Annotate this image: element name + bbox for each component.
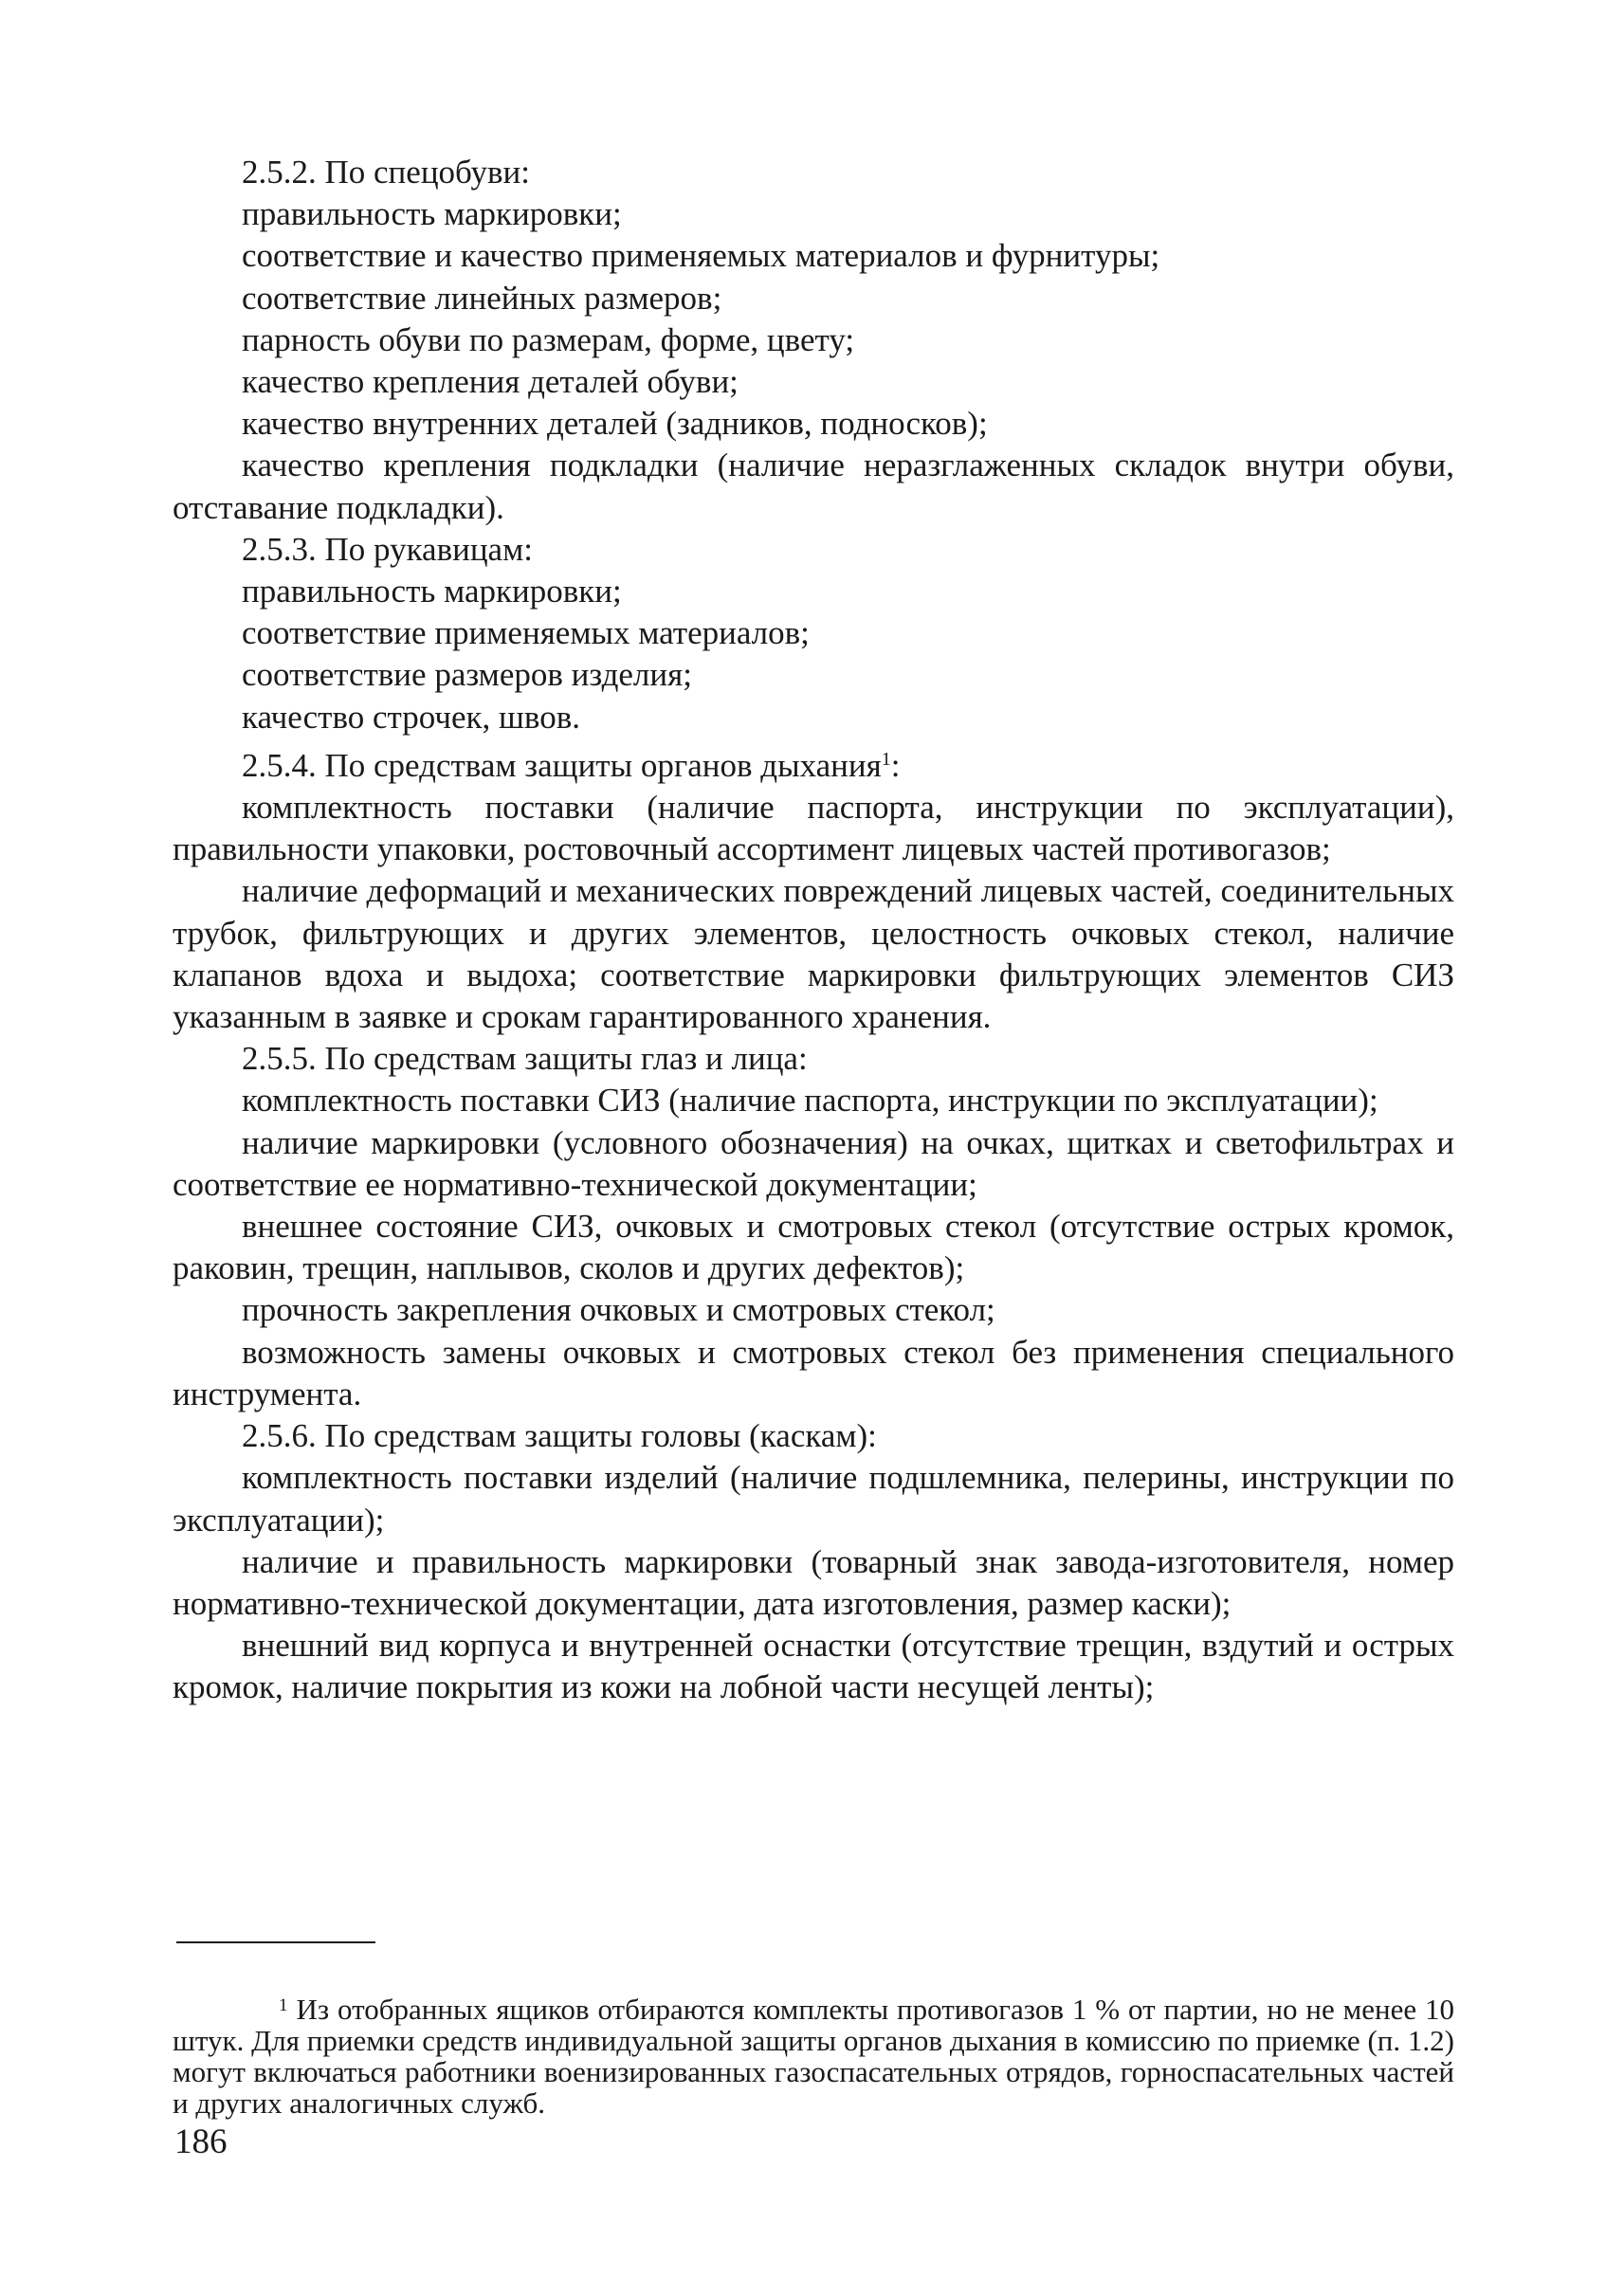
list-item: соответствие применяемых материалов;	[242, 614, 810, 652]
section-heading-text: 2.5.4. По средствам защиты органов дыхания	[242, 746, 882, 784]
section-heading-suffix: :	[890, 746, 901, 784]
footnote-reference: 1	[881, 748, 891, 770]
list-item: соответствие линейных размеров;	[242, 279, 722, 317]
list-item: комплектность поставки изделий (наличие подшлемника, пелерины, инструкции по эксплуатации);	[173, 1459, 1454, 1539]
list-item: внешнее состояние СИЗ, очковых и смотровых стекол (отсутствие острых кромок, раковин, трещин, наплывов, сколов и других дефектов);	[173, 1208, 1454, 1287]
list-item: парность обуви по размерам, форме, цвету;	[242, 320, 855, 358]
list-item: комплектность поставки СИЗ (наличие паспорта, инструкции по эксплуатации);	[242, 1082, 1378, 1120]
footnote	[173, 1990, 1454, 2119]
section-heading: 2.5.6. По средствам защиты головы (каскам):	[242, 1417, 877, 1455]
footnote-text: Из отобранных ящиков отбираются комплекты противогазов 1 % от партии, но не менее 10 штук. Для приемки средств индивидуальной защиты органов дыхания в комиссию по приемке (п. 1.2) могут включаться работники военизированных газоспасательных отрядов, горноспасательных частей и других аналогичных служб.	[173, 1993, 1454, 2120]
list-item: наличие маркировки (условного обозначения) на очках, щитках и светофильтрах и соответствие ее нормативно-технической документации;	[173, 1123, 1454, 1203]
list-item: возможность замены очковых и смотровых стекол без применения специального инструмента.	[173, 1333, 1454, 1412]
list-item: внешний вид корпуса и внутренней оснастки (отсутствие трещин, вздутий и острых кромок, наличие покрытия из кожи на лобной части несущей ленты);	[173, 1627, 1454, 1706]
section-heading: 2.5.2. По спецобуви:	[242, 154, 531, 191]
section-heading	[173, 738, 1454, 787]
list-item: наличие деформаций и механических повреждений лицевых частей, соединительных трубок, фильтрующих и других элементов, целостность очковых стекол, наличие клапанов вдоха и выдоха; соответствие маркировки фильтрующих элементов СИЗ указанным в заявке и срокам гарантированного хранения.	[173, 872, 1454, 1036]
footnote-separator	[176, 1941, 375, 1943]
page-number: 186	[174, 2122, 228, 2161]
list-item: прочность закрепления очковых и смотровых стекол;	[242, 1291, 995, 1329]
footnote-marker: 1	[279, 1995, 288, 2015]
list-item: комплектность поставки (наличие паспорта, инструкции по эксплуатации), правильности упаковки, ростовочный ассортимент лицевых частей противогазов;	[173, 789, 1454, 868]
section-heading: 2.5.3. По рукавицам:	[242, 530, 533, 568]
list-item: качество внутренних деталей (задников, подносков);	[242, 405, 988, 443]
section-heading: 2.5.5. По средствам защиты глаз и лица:	[242, 1040, 808, 1078]
list-item: качество крепления деталей обуви;	[242, 363, 739, 401]
list-item: качество строчек, швов.	[242, 698, 580, 736]
list-item: соответствие и качество применяемых материалов и фурнитуры;	[242, 237, 1160, 275]
list-item: правильность маркировки;	[242, 573, 622, 610]
list-item: соответствие размеров изделия;	[242, 656, 692, 694]
list-item: правильность маркировки;	[242, 195, 622, 233]
list-item: наличие и правильность маркировки (товарный знак завода-изготовителя, номер нормативно-технической документации, дата изготовления, размер каски);	[173, 1542, 1454, 1622]
body-text	[173, 152, 1454, 1709]
list-item: качество крепления подкладки (наличие неразглаженных складок внутри обуви, отставание подкладки).	[173, 446, 1454, 526]
